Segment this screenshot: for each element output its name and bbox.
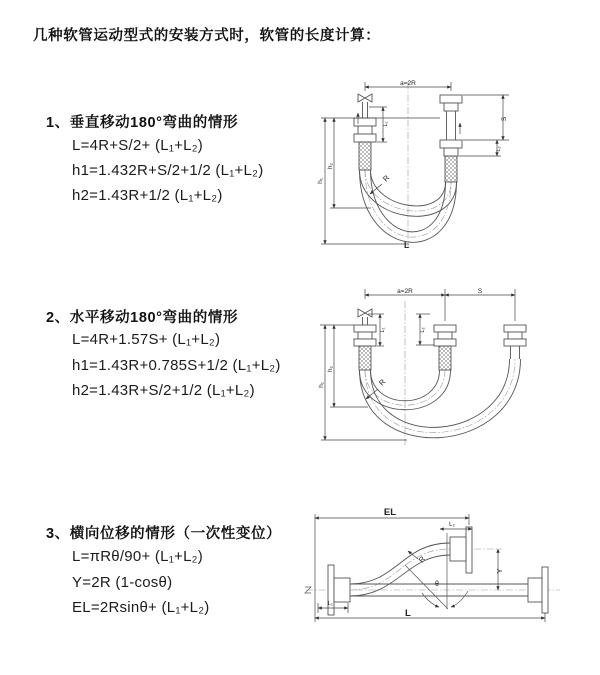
dim-label-y: Y [495, 568, 504, 574]
section3-heading: 3、横向位移的情形（一次性变位） [46, 526, 282, 542]
dimension-lines [321, 82, 509, 244]
braided-hose-end [359, 142, 371, 170]
dimension-lines [315, 514, 545, 622]
dim-label-l1: L₁ [383, 121, 389, 127]
braided-hose-end [445, 156, 457, 182]
left-pipe-assembly [354, 309, 376, 370]
diagram-vertical-180-bend [313, 78, 525, 252]
dim-label-theta: θ [435, 581, 439, 588]
dim-label-l1: L₁ [328, 601, 333, 607]
dimension-lines [320, 289, 515, 440]
right-pipe-assembly [504, 325, 526, 359]
dim-label-r: R [381, 173, 392, 184]
hose-curves [360, 170, 457, 242]
section1-formula-h1: h1=1.432R+S/2+1/2 (L₁+L₂) [72, 162, 264, 179]
right-flange-displaced [466, 527, 472, 573]
section2-heading: 2、水平移动180°弯曲的情形 [46, 310, 239, 326]
centerlines [365, 301, 515, 445]
right-pipe-assembly [440, 95, 462, 182]
dim-label-l: L [404, 240, 410, 250]
dimension-labels [328, 507, 504, 619]
dim-label-el: EL [383, 507, 397, 518]
dimension-labels [318, 288, 483, 388]
dim-label-h1: h₁ [317, 178, 324, 184]
section3-formula-l: L=πRθ/90+ (L₁+L₂) [72, 548, 203, 565]
flanges [328, 527, 548, 615]
dim-label-l: L [405, 608, 411, 619]
section1-formula-h2: h2=1.43R+1/2 (L₁+L₂) [72, 187, 223, 204]
braided-hose-end [439, 346, 451, 370]
section1-heading: 1、垂直移动180°弯曲的情形 [46, 115, 239, 131]
diagram-horizontal-180-bend [312, 283, 545, 448]
section3-formula-y: Y=2R (1-cosθ) [72, 574, 173, 591]
dim-label-a2r: a=2R [400, 80, 416, 87]
dim-label-s: S [477, 288, 483, 295]
dim-label-l2: L₂ [496, 146, 502, 152]
left-flange [328, 565, 334, 615]
dim-label-r: R [416, 554, 428, 565]
left-pipe-assembly [354, 94, 376, 170]
dim-label-h2: h₂ [327, 162, 334, 170]
section1-formula-l: L=4R+S/2+ (L₁+L₂) [72, 137, 204, 154]
page-title: 几种软管运动型式的安装方式时，软管的长度计算： [33, 28, 381, 44]
dim-label-l2: L₂ [420, 327, 426, 333]
dim-label-h2: h₂ [327, 365, 334, 373]
dim-label-l1: L₁ [380, 327, 386, 333]
section2-formula-l: L=4R+1.57S+ (L₁+L₂) [72, 331, 221, 348]
section2-formula-h1: h1=1.43R+0.785S+1/2 (L₁+L₂) [72, 357, 281, 374]
section3-formula-el: EL=2Rsinθ+ (L₁+L₂) [72, 599, 210, 616]
section2-formula-h2: h2=1.43R+S/2+1/2 (L₁+L₂) [72, 382, 255, 399]
dim-label-s: S [501, 116, 508, 122]
dimension-labels [317, 80, 508, 250]
dim-label-r: R [377, 377, 388, 388]
hose-curves [360, 359, 521, 438]
diagram-lateral-displacement [302, 505, 565, 650]
right-flange-original [542, 567, 548, 613]
middle-pipe-assembly [434, 325, 456, 370]
dim-label-l2: L₂ [449, 522, 455, 528]
dim-label-h1: h₁ [318, 382, 325, 388]
valve-icon [358, 94, 372, 102]
valve-icon [358, 309, 372, 317]
dim-label-a2r: a=2R [397, 288, 413, 295]
braided-hose-end [359, 346, 371, 370]
